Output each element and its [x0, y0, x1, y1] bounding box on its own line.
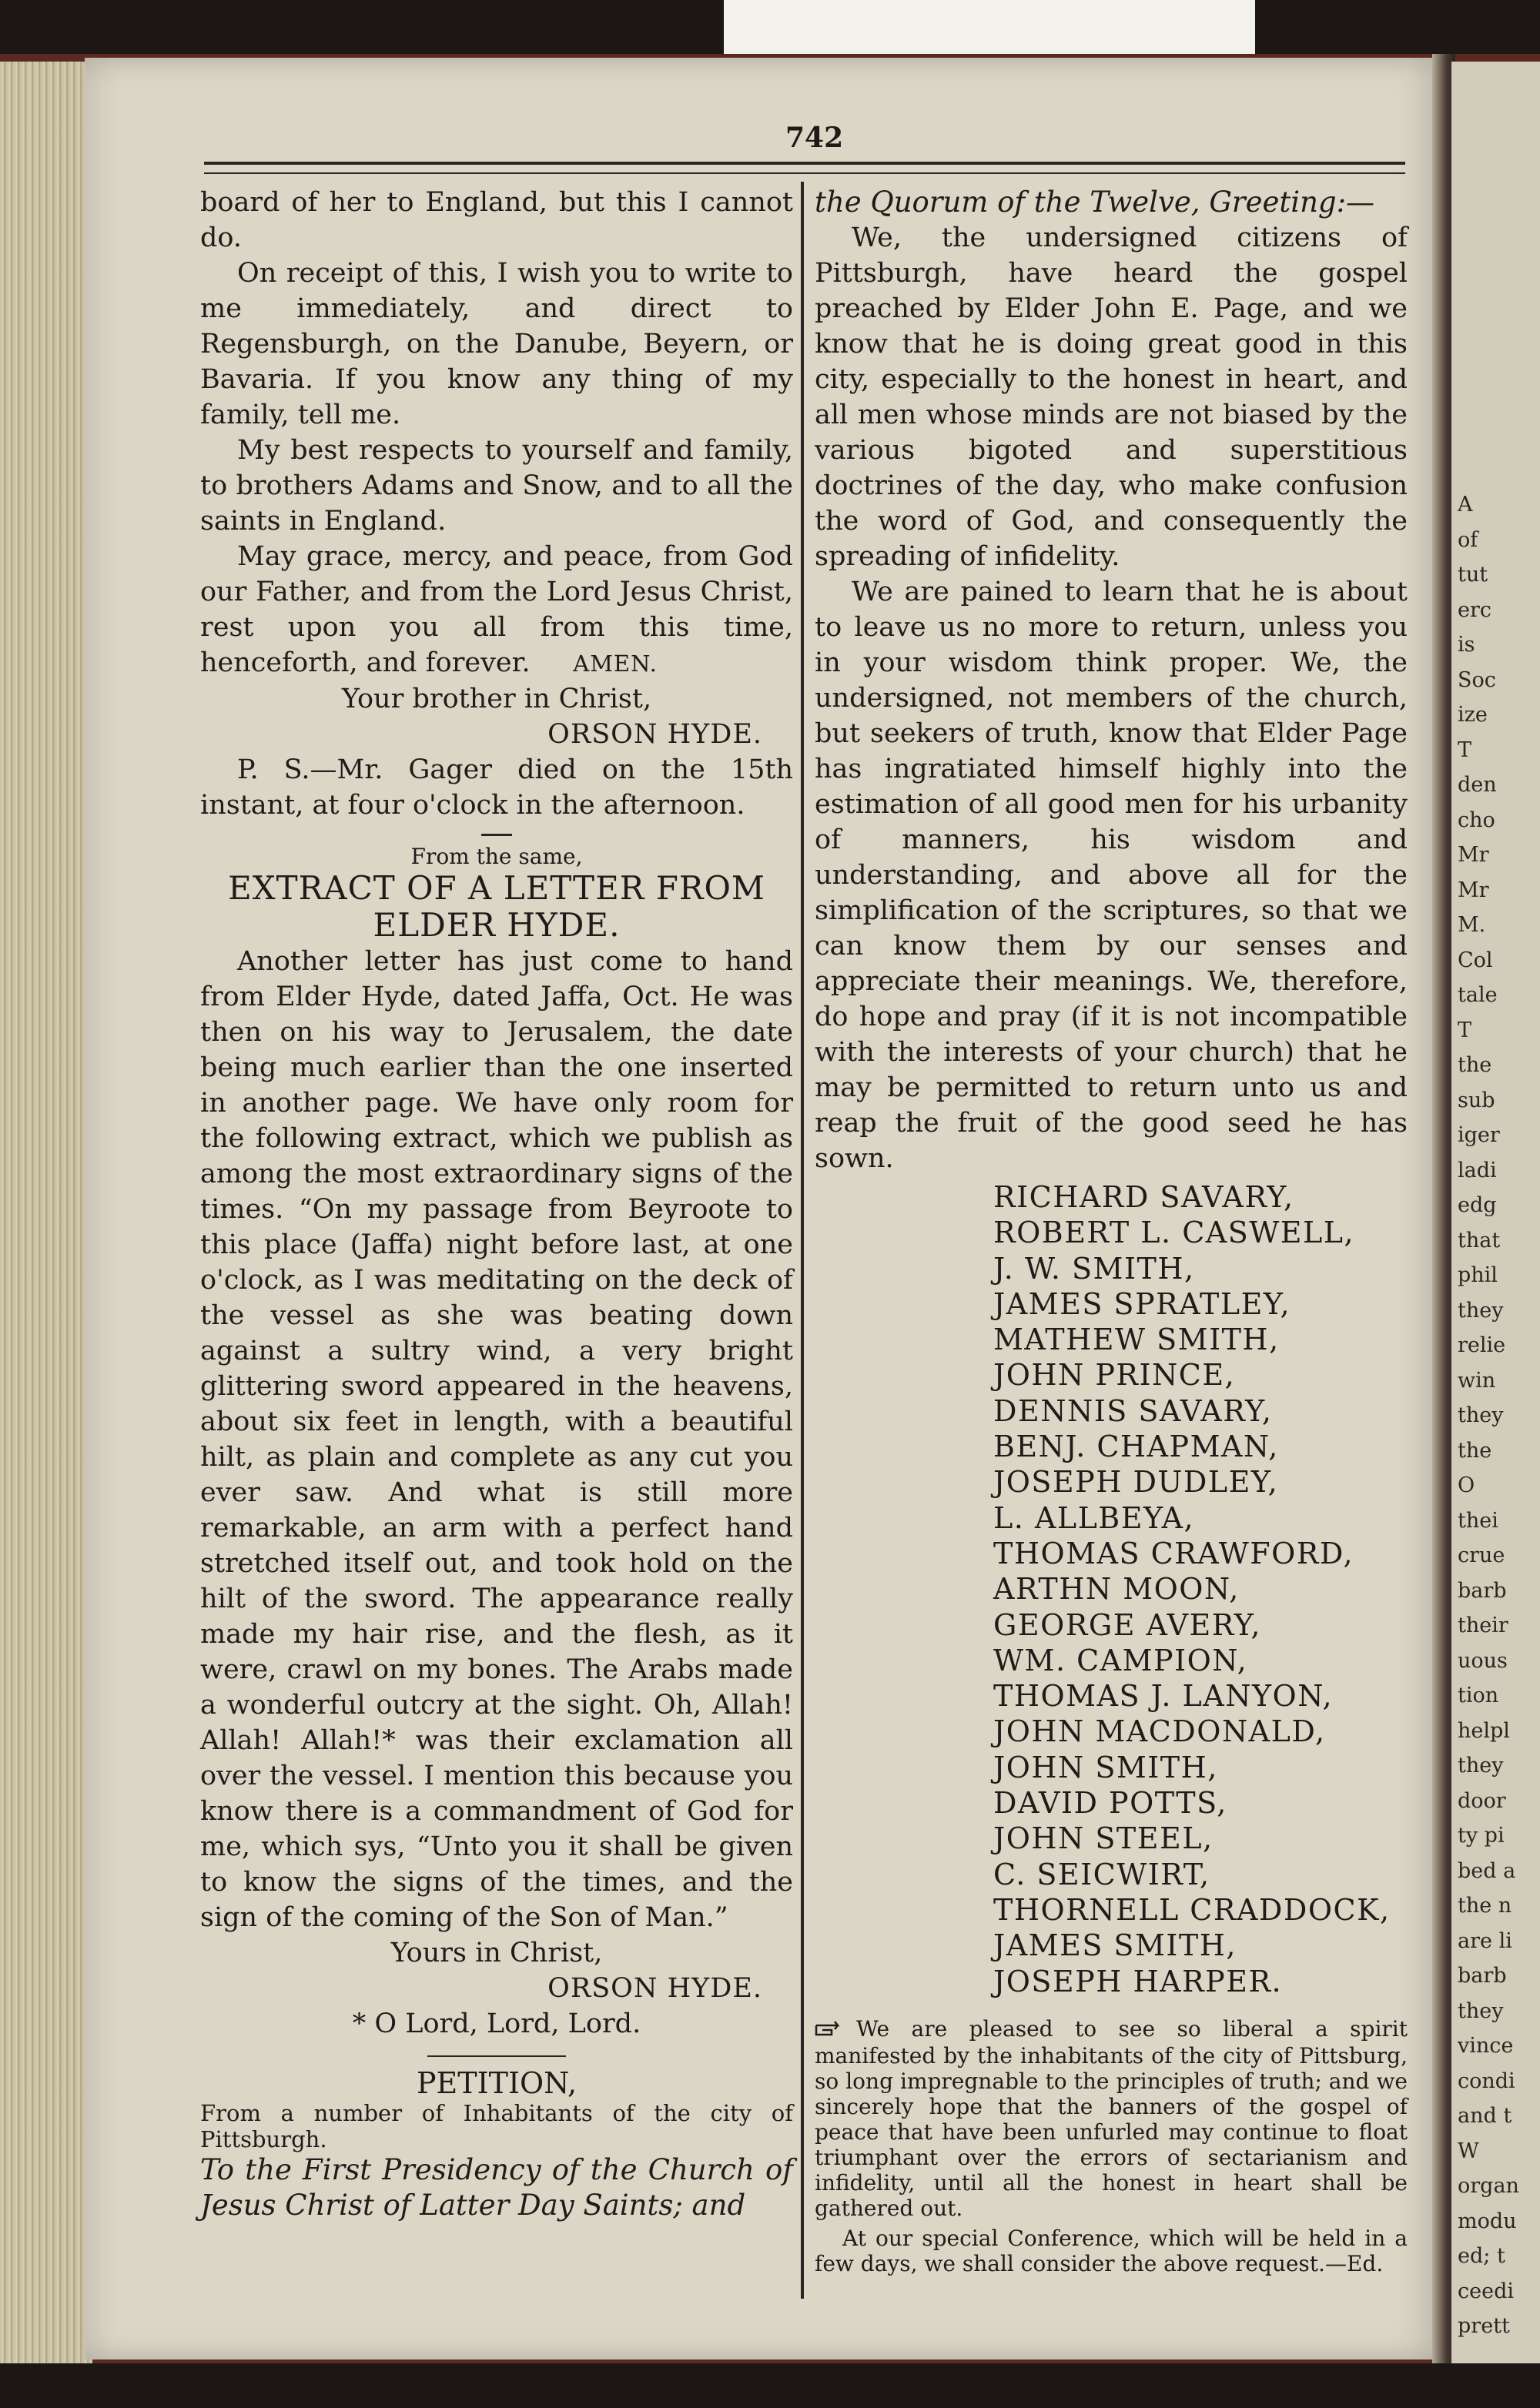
- facing-page-text: ty pi: [1458, 1824, 1505, 1848]
- facing-page-text: iger: [1458, 1123, 1500, 1147]
- facing-page-text: Mr: [1458, 843, 1489, 867]
- signer-name: JAMES SMITH,: [993, 1928, 1237, 1963]
- facing-page-text: O: [1458, 1473, 1475, 1497]
- signer-name: GEORGE AVERY,: [993, 1607, 1261, 1642]
- source-line: From the same,: [410, 844, 583, 869]
- facing-page-text: organ: [1458, 2174, 1519, 2198]
- letter-paragraph: [200, 539, 793, 681]
- facing-page-text: prett: [1458, 2314, 1510, 2338]
- facing-page-text: Col: [1458, 948, 1493, 972]
- signer-name: RICHARD SAVARY,: [993, 1180, 1294, 1214]
- facing-page-text: A: [1458, 493, 1473, 517]
- signer-name: WM. CAMPION,: [993, 1643, 1248, 1677]
- petition-heading: PETITION,: [416, 2066, 578, 2100]
- section-divider: [481, 834, 512, 836]
- left-column: [200, 185, 793, 2223]
- column-divider: [801, 182, 804, 2299]
- facing-page-text: erc: [1458, 597, 1492, 622]
- facing-page-text: barb: [1458, 1964, 1507, 1988]
- facing-page-text: Soc: [1458, 667, 1496, 692]
- postscript: P. S.—Mr. Gager died on the 15th instant, at four o'clock in the afternoon.: [200, 754, 793, 821]
- footnote: * O Lord, Lord, Lord.: [352, 2008, 641, 2039]
- article-heading: EXTRACT OF A LETTER FROM ELDER HYDE.: [228, 869, 765, 944]
- extract-paragraph: Another letter has just come to hand from Elder Hyde, dated Jaffa, Oct. He was then on his way to Jerusalem, the date being much earlier than the one inserted in another page. We have only room for the following extract, which we publish as among the most extraordinary signs of the times. “On my passage from Beyroote to this place (Jaffa) night before last, at one o'clock, as I was meditating on the deck of the vessel as she was beating down against a sultry wind, a very bright glittering sword appeared in the heavens, about six feet in length, with a beautiful hilt, as plain and complete as any cut you ever saw. And what is still more remarkable, an arm with a perfect hand stretched itself out, and took hold on the hilt of the sword. The appearance really made my hair rise, and the flesh, as it were, crawl on my bones. The Arabs made a wonderful outcry at the sight. Oh, Allah! Allah! Allah!* was their exclamation all over the vessel. I mention this because you know there is a commandment of God for me, which sys, “Unto you it shall be given to know the signs of the times, and the sign of the coming of the Son of Man.”: [200, 946, 793, 1933]
- page-edges: [0, 62, 92, 2363]
- signer-name: BENJ. CHAPMAN,: [993, 1430, 1279, 1464]
- facing-page-text: they: [1458, 1998, 1504, 2023]
- header-rule: [204, 162, 1405, 174]
- facing-page-text: of: [1458, 527, 1478, 552]
- facing-page-text: relie: [1458, 1333, 1506, 1357]
- signer-list: [815, 1179, 1408, 1999]
- signer-name: DENNIS SAVARY,: [993, 1393, 1273, 1428]
- editor-note-text: We are pleased to see so liberal a spirit manifested by the inhabitants of the city of Pittsburg, so long impregnable to the principles of truth; and we sincerely hope that the banners of the gospel of peace that have been unfurled may continue to float triumphant over the errors of sectarianism and infidelity, until all the honest in heart shall be gathered out.: [815, 2015, 1408, 2221]
- extract-signature: ORSON HYDE.: [547, 1973, 762, 2004]
- signer-name: THOMAS J. LANYON,: [993, 1679, 1334, 1714]
- facing-page-text: thei: [1458, 1508, 1498, 1533]
- signer-name: ROBERT L. CASWELL,: [993, 1216, 1355, 1250]
- facing-page-text: tut: [1458, 563, 1488, 587]
- petition-paragraph: We are pained to learn that he is about to leave us no more to return, unless you in your wisdom think proper. We, the undersigned, not members of the church, but seekers of truth, know that Elder Page has ingratiated himself highly into the estimation of all good men for his urbanity of manners, his wisdom and understanding, and above all for the simplification of the scriptures, so that we can know them by our senses and appreciate their meanings. We, therefore, do hope and pray (if it is not incompatible with the interests of your church) that he may be permitted to return unto us and reap the fruit of the good seed he has sown.: [815, 577, 1408, 1174]
- facing-page-text: Mr: [1458, 878, 1489, 902]
- facing-page-text: W: [1458, 2139, 1479, 2163]
- facing-page-text: is: [1458, 633, 1475, 657]
- facing-page-text: T: [1458, 1018, 1472, 1042]
- editor-note-2: At our special Conference, which will be held in a few days, we shall consider the above request.—Ed.: [815, 2225, 1408, 2276]
- facing-page-text: are li: [1458, 1928, 1512, 1953]
- signer-name: JOHN STEEL,: [993, 1821, 1214, 1856]
- signer-name: MATHEW SMITH,: [993, 1323, 1280, 1357]
- facing-page-text: edg: [1458, 1193, 1497, 1217]
- signer-name: JOHN MACDONALD,: [993, 1714, 1326, 1749]
- petition-paragraph: We, the undersigned citizens of Pittsburgh, have heard the gospel preached by Elder John E. Page, and we know that he is doing great good in this city, especially to the honest in heart, and all men whose minds are not biased by the various bigoted and superstitious doctrines of the day, who make confusion the word of God, and consequently the spreading of infidelity.: [815, 222, 1408, 572]
- facing-page-text: the: [1458, 1438, 1492, 1463]
- letter-closing: Your brother in Christ,: [341, 684, 652, 714]
- facing-page-text: tion: [1458, 1684, 1499, 1707]
- signer-name: JOHN SMITH,: [993, 1750, 1218, 1784]
- signer-name: ARTHN MOON,: [993, 1572, 1240, 1607]
- facing-page-text: their: [1458, 1614, 1508, 1637]
- facing-page-text: den: [1458, 773, 1497, 797]
- facing-page-text: helpl: [1458, 1718, 1510, 1743]
- facing-page-text: the n: [1458, 1894, 1512, 1918]
- section-divider: [427, 2055, 566, 2057]
- signer-name: THORNELL CRADDOCK,: [993, 1892, 1391, 1927]
- petition-address-cont: the Quorum of the Twelve, Greeting:—: [815, 186, 1375, 219]
- right-column: [815, 185, 1408, 2276]
- letter-paragraph: On receipt of this, I wish you to write to me immediately, and direct to Regensburgh, on the Danube, Beyern, or Bavaria. If you know any thing of my family, tell me.: [200, 258, 793, 430]
- facing-page-text: and t: [1458, 2104, 1512, 2128]
- amen: AMEN.: [573, 650, 658, 677]
- editor-note: [815, 2016, 1408, 2221]
- extract-closing: Yours in Christ,: [390, 1938, 603, 1968]
- signer-name: JAMES SPRATLEY,: [993, 1286, 1291, 1321]
- facing-page: [1451, 62, 1540, 2363]
- facing-page-text: sub: [1458, 1088, 1495, 1112]
- petition-address: To the First Presidency of the Church of Jesus Christ of Latter Day Saints; and: [200, 2153, 793, 2222]
- signer-name: L. ALLBEYA,: [993, 1500, 1195, 1535]
- letter-text: May grace, mercy, and peace, from God our Father, and from the Lord Jesus Christ, rest upon you all from this time, henceforth, and forever.: [200, 541, 793, 678]
- signer-name: JOSEPH DUDLEY,: [993, 1465, 1279, 1500]
- facing-page-text: ed; t: [1458, 2244, 1505, 2268]
- facing-page-text: barb: [1458, 1578, 1507, 1603]
- facing-page-text: ize: [1458, 703, 1488, 727]
- facing-page-text: they: [1458, 1298, 1504, 1323]
- signer-name: DAVID POTTS,: [993, 1786, 1227, 1821]
- facing-page-text: uous: [1458, 1648, 1508, 1673]
- facing-page-text: modu: [1458, 2209, 1517, 2233]
- letter-signature: ORSON HYDE.: [547, 719, 762, 750]
- facing-page-text: condi: [1458, 2069, 1515, 2093]
- letter-paragraph: board of her to England, but this I cannot do.: [200, 187, 793, 253]
- facing-page-text: door: [1458, 1788, 1506, 1813]
- signer-name: JOHN PRINCE,: [993, 1358, 1236, 1393]
- facing-page-text: bed a: [1458, 1858, 1516, 1883]
- facing-page-text: they: [1458, 1754, 1504, 1778]
- facing-page-text: ceedi: [1458, 2279, 1514, 2303]
- facing-page-text: crue: [1458, 1543, 1505, 1567]
- facing-page-text: ladi: [1458, 1158, 1497, 1182]
- facing-page-text: tale: [1458, 983, 1498, 1007]
- signer-name: J. W. SMITH,: [993, 1251, 1195, 1286]
- facing-page-text: vince: [1458, 2034, 1514, 2058]
- facing-page-text: T: [1458, 737, 1472, 762]
- facing-page-text: win: [1458, 1368, 1496, 1393]
- facing-page-text: phil: [1458, 1263, 1498, 1287]
- signer-name: JOSEPH HARPER.: [993, 1964, 1283, 1998]
- page-number: 742: [785, 122, 844, 154]
- pointing-hand-icon: [815, 2018, 849, 2043]
- scan-background: [724, 0, 1255, 62]
- signer-name: THOMAS CRAWFORD,: [993, 1536, 1354, 1570]
- facing-page-text: they: [1458, 1403, 1504, 1427]
- letter-paragraph: My best respects to yourself and family, to brothers Adams and Snow, and to all the saints in England.: [200, 435, 793, 537]
- facing-page-text: cho: [1458, 808, 1495, 832]
- petition-from: From a number of Inhabitants of the city of Pittsburgh.: [200, 2100, 793, 2152]
- facing-page-text: M.: [1458, 913, 1486, 937]
- facing-page-text: the: [1458, 1053, 1492, 1077]
- signer-name: C. SEICWIRT,: [993, 1857, 1210, 1891]
- facing-page-text: that: [1458, 1228, 1501, 1252]
